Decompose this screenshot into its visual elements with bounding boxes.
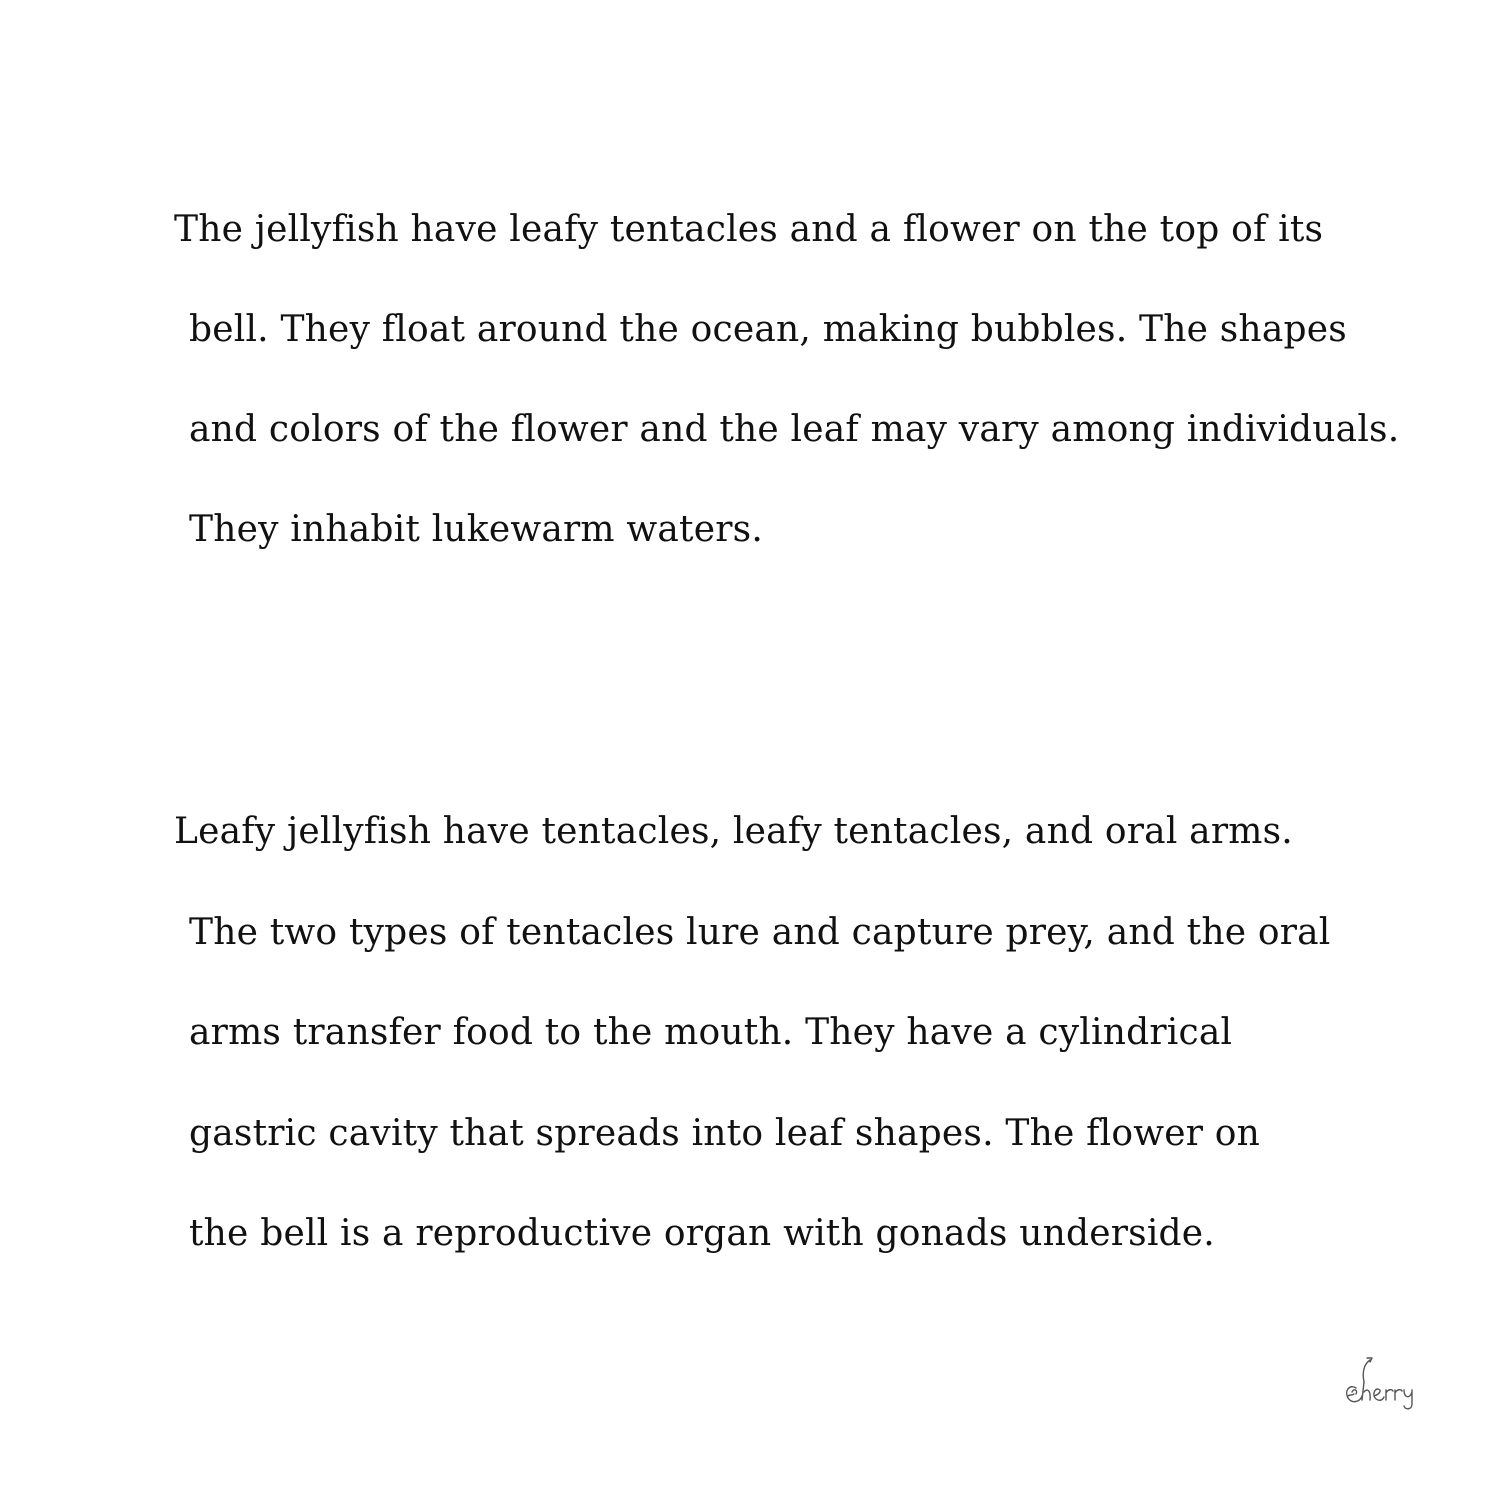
paragraph-2-line-4: gastric cavity that spreads into leaf shapes. The flower on <box>189 1113 1261 1154</box>
paragraph-1-line-2: bell. They float around the ocean, making bubbles. The shapes <box>189 309 1347 350</box>
paragraph-2-line-2: The two types of tentacles lure and capture prey, and the oral <box>189 912 1331 953</box>
paragraph-2-line-3: arms transfer food to the mouth. They have a cylindrical <box>189 1012 1233 1053</box>
signature-logo <box>1336 1352 1420 1412</box>
paragraph-2-line-1: Leafy jellyfish have tentacles, leafy tentacles, and oral arms. <box>174 811 1293 852</box>
paragraph-2-line-5: the bell is a reproductive organ with gonads underside. <box>189 1213 1215 1254</box>
paragraph-1-line-1: The jellyfish have leafy tentacles and a flower on the top of its <box>174 209 1324 250</box>
paragraph-1-line-4: They inhabit lukewarm waters. <box>189 509 763 550</box>
paragraph-1-line-3: and colors of the flower and the leaf may vary among individuals. <box>189 409 1400 450</box>
